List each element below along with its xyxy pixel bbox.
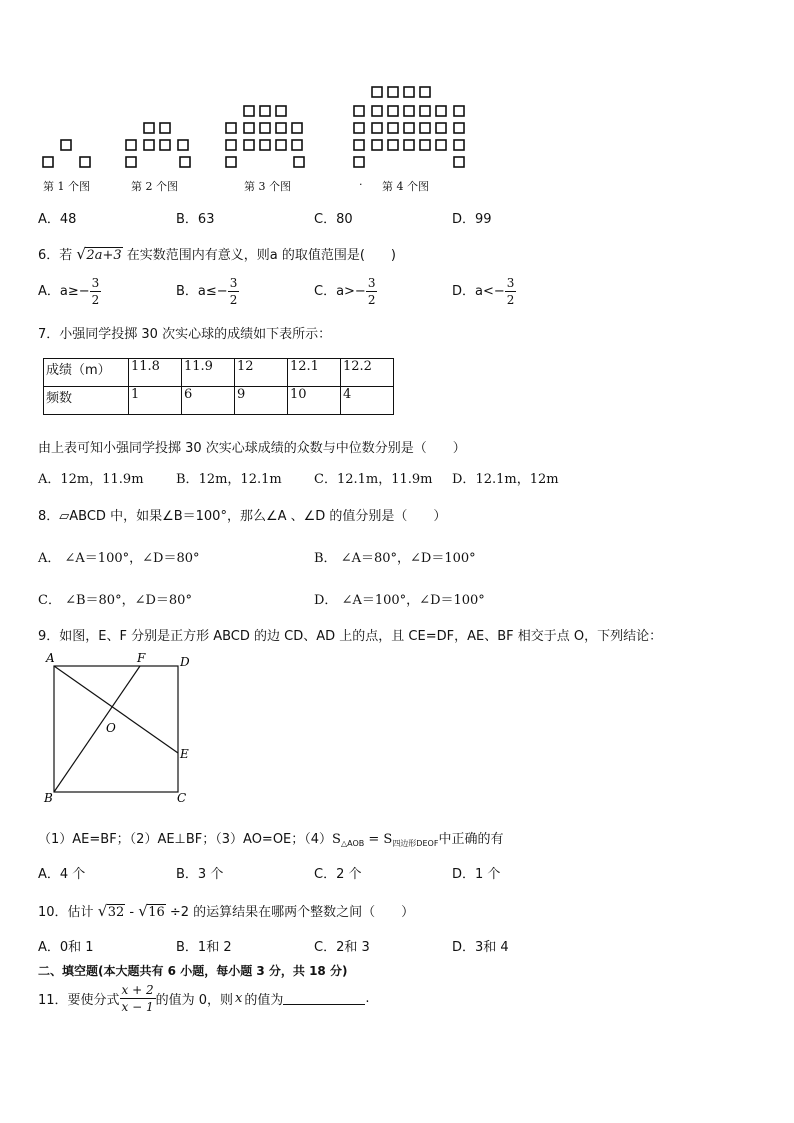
q8-option-d[interactable]: D． ∠A＝100°，∠D＝100°: [314, 593, 485, 608]
q10-option-d[interactable]: D．3和 4: [452, 940, 509, 955]
q6-stem: 6．若 √ 2a+3 在实数范围内有意义，则a 的取值范围是( ): [38, 245, 396, 263]
label-a: A: [46, 651, 55, 665]
q7-option-a[interactable]: A．12m，11.9m: [38, 472, 144, 487]
q10-option-a[interactable]: A．0和 1: [38, 940, 94, 955]
section-title: 二、填空题(本大题共有 6 小题，每小题 3 分，共 18 分): [38, 964, 348, 978]
q8-stem: 8．▱ABCD 中，如果∠B＝100°，那么∠A 、∠D 的值分别是（ ）: [38, 509, 447, 524]
table-row: [44, 359, 394, 387]
pattern-caption-4: 第 4 个图: [382, 180, 429, 193]
label-b: B: [44, 791, 53, 805]
q6-option-d[interactable]: D．a<− $\frac{3}{2}$: [452, 276, 515, 307]
q5-option-a[interactable]: A．48: [38, 212, 77, 227]
q5-option-c[interactable]: C．80: [314, 212, 353, 227]
q7-option-d[interactable]: D．12.1m，12m: [452, 472, 559, 487]
q9-option-d[interactable]: D．1 个: [452, 867, 501, 882]
q8-option-a[interactable]: A． ∠A＝100°，∠D＝80°: [38, 551, 200, 566]
pattern-figure-4-right-column: [454, 106, 464, 150]
table-cell: 12.1: [288, 359, 341, 387]
q5-option-b[interactable]: B．63: [176, 212, 215, 227]
table-cell: 12.2: [341, 359, 394, 387]
q8-option-c[interactable]: C． ∠B＝80°，∠D＝80°: [38, 593, 192, 608]
q9-option-b[interactable]: B．3 个: [176, 867, 224, 882]
table-cell: 11.9: [182, 359, 235, 387]
q9-stem: 9．如图，E、F 分别是正方形 ABCD 的边 CD、AD 上的点，且 CE=DF，AE、BF 相交于点 O，下列结论：: [38, 629, 663, 644]
table-header-frequency: 频数: [44, 387, 129, 415]
q10-option-c[interactable]: C．2和 3: [314, 940, 370, 955]
q7-option-b[interactable]: B．12m，12.1m: [176, 472, 282, 487]
table-cell: 9: [235, 387, 288, 415]
q8-option-b[interactable]: B． ∠A＝80°，∠D＝100°: [314, 551, 476, 566]
label-c: C: [177, 791, 187, 805]
q9-conclusions: （1）AE=BF；（2）AE⊥BF；（3）AO=OE；$(4)S_{\triangle AOB} = S_{四边形DEOF}$中正确的有: [38, 832, 504, 848]
pattern-caption-1: 第 1 个图: [43, 180, 90, 193]
q7-question: 由上表可知小强同学投掷 30 次实心球成绩的众数与中位数分别是（ ）: [38, 441, 466, 456]
q6-radical: √ 2a+3: [76, 245, 122, 263]
q6-option-b[interactable]: B．a≤− $\frac{3}{2}$: [176, 276, 238, 307]
square-pattern-figure: [30, 80, 490, 176]
label-e: E: [180, 747, 189, 761]
table-header-score: 成绩（m）: [44, 359, 129, 387]
square-figure: [40, 648, 200, 808]
pattern-figure-3: [226, 106, 304, 167]
table-row: [44, 387, 394, 415]
table-cell: 6: [182, 387, 235, 415]
table-cell: 12: [235, 359, 288, 387]
pattern-figure-2: [126, 123, 190, 167]
q6-option-c[interactable]: C．a>− $\frac{3}{2}$: [314, 276, 376, 307]
pattern-caption-3: 第 3 个图: [244, 180, 291, 193]
table-cell: 1: [129, 387, 182, 415]
label-f: F: [137, 651, 146, 665]
pattern-figure-1: [43, 140, 90, 167]
q10-radical-1: √ 32: [97, 902, 125, 920]
table-cell: 4: [341, 387, 394, 415]
pattern-caption-dot: ·: [359, 178, 363, 191]
q11-stem: 11．要使分式 $\frac{x + 2}{x - 1}$ 的值为 0，则 x 的值为 .: [38, 983, 370, 1014]
q6-option-a[interactable]: A．a≥− $\frac{3}{2}$: [38, 276, 100, 307]
q11-answer-blank[interactable]: [283, 992, 365, 1005]
q5-option-d[interactable]: D．99: [452, 212, 492, 227]
q9-option-a[interactable]: A．4 个: [38, 867, 86, 882]
label-o: O: [106, 721, 116, 735]
q7-stem: 7．小强同学投掷 30 次实心球的成绩如下表所示：: [38, 327, 332, 342]
label-d: D: [180, 655, 190, 669]
q10-option-b[interactable]: B．1和 2: [176, 940, 232, 955]
q9-option-c[interactable]: C．2 个: [314, 867, 362, 882]
q10-radical-2: √ 16: [138, 902, 165, 920]
score-table: [43, 358, 394, 415]
table-cell: 10: [288, 387, 341, 415]
table-cell: 11.8: [129, 359, 182, 387]
pattern-caption-2: 第 2 个图: [131, 180, 178, 193]
q7-option-c[interactable]: C．12.1m，11.9m: [314, 472, 433, 487]
q10-stem: 10．估计 √ 32 - √ 16 ÷2 的运算结果在哪两个整数之间（ ）: [38, 902, 415, 920]
pattern-figure-4: [354, 87, 464, 167]
